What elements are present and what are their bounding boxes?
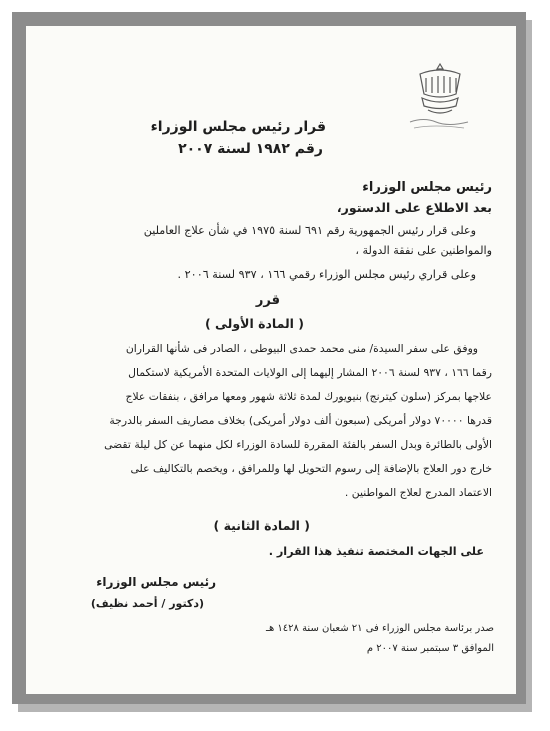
article-2-text: على الجهات المختصة تنفيذ هذا القرار . (268, 545, 484, 558)
decree-title: قرار رئيس مجلس الوزراء (150, 119, 326, 135)
article-2-heading: ( المادة الثانية ) (213, 518, 310, 533)
preamble-line-1: وعلى قرار رئيس الجمهورية رقم ٦٩١ لسنة ١٩٧٥ في شأن علاج العاملين (143, 224, 476, 237)
article-1-line: ووفق على سفر السيدة/ منى محمد حمدى البيوطى ، الصادر فى شأنها القراران (125, 342, 478, 355)
article-1-line: الاعتماد المدرج لعلاج المواطنين . (344, 486, 492, 499)
decree-document (26, 26, 516, 694)
article-1-line: قدرها ٧٠٠٠٠ دولار أمريكى (سبعون ألف دولار أمريكى) بخلاف مصاريف السفر بالدرجة (109, 414, 492, 427)
issuer-line: رئيس مجلس الوزراء (362, 180, 492, 195)
article-1-line: خارج دور العلاج بالإضافة إلى رسوم التحويل لها وللمرافق ، ويخصم بالتكاليف على (130, 462, 492, 475)
gregorian-date-line: الموافق ٣ سبتمبر سنة ٢٠٠٧ م (366, 643, 494, 654)
decided-word: قرر (255, 293, 280, 308)
article-1-line: علاجها بمركز (سلون كيترنج) بنيويورك لمدة ثلاثة شهور ومعها مرافق ، بنفقات علاج (125, 390, 492, 403)
signature-title: رئيس مجلس الوزراء (96, 575, 216, 589)
article-1-heading: ( المادة الأولى ) (204, 316, 304, 331)
signature-name: (دكتور / أحمد نظيف) (90, 597, 204, 610)
eagle-emblem-icon (404, 56, 476, 136)
preamble-line-3: وعلى قراري رئيس مجلس الوزراء رقمي ١٦٦ ، ٩٣٧ لسنة ٢٠٠٦ . (177, 268, 476, 281)
constitution-line: بعد الاطلاع على الدستور، (336, 200, 492, 215)
issue-date-line: صدر برئاسة مجلس الوزراء فى ٢١ شعبان سنة ١٤٢٨ هـ (266, 623, 494, 634)
article-1-line: الأولى بالطائرة وبدل السفر بالفئة المقررة للسادة الوزراء لكل منهما عن كل ليلة تقضى (104, 438, 492, 451)
decree-number: رقم ١٩٨٢ لسنة ٢٠٠٧ (178, 141, 323, 157)
preamble-line-2: والمواطنين على نفقة الدولة ، (355, 244, 492, 257)
article-1-line: رقما ١٦٦ ، ٩٣٧ لسنة ٢٠٠٦ المشار إليهما إلى الولايات المتحدة الأمريكية لاستكمال (128, 366, 492, 379)
